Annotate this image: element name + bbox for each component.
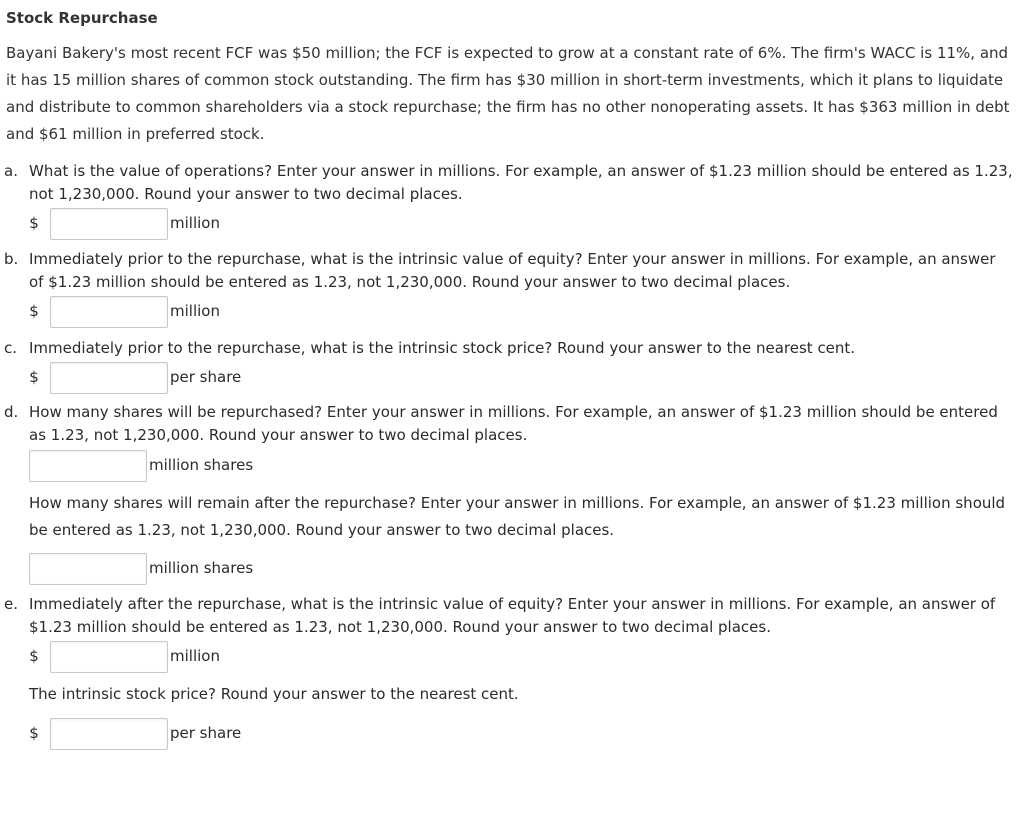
answer-c xyxy=(27,362,287,392)
answer-b-unit: million xyxy=(170,302,220,320)
answer-a-unit: million xyxy=(170,214,220,232)
question-d-followup: How many shares will remain after the repurchase? Enter your answer in millions. For example, an answer of $1.23 million should be entered as 1.23, not 1,230,000. Round your answer to two decimal places. xyxy=(29,494,1006,539)
question-a-letter: a. xyxy=(4,162,18,180)
answer-b xyxy=(27,296,287,326)
answer-a-input[interactable] xyxy=(50,208,168,240)
answer-e-price xyxy=(27,718,287,748)
question-c-text: Immediately prior to the repurchase, what is the intrinsic stock price? Round your answer to the nearest cent. xyxy=(29,339,856,357)
answer-e-equity xyxy=(27,641,287,671)
answer-a xyxy=(27,208,287,238)
question-b-letter: b. xyxy=(4,250,19,268)
answer-d-repurchased xyxy=(29,450,289,480)
answer-d-repurchased-input[interactable] xyxy=(29,450,147,482)
answer-c-unit: per share xyxy=(170,368,242,386)
answer-e-equity-unit: million xyxy=(170,647,220,665)
answer-d-repurchased-unit: million shares xyxy=(149,456,254,474)
answer-a-dollar: $ xyxy=(29,214,39,232)
answer-c-input[interactable] xyxy=(50,362,168,394)
answer-d-remaining-input[interactable] xyxy=(29,553,147,585)
question-b xyxy=(4,248,1014,294)
question-e-letter: e. xyxy=(4,595,18,613)
answer-e-equity-dollar: $ xyxy=(29,647,39,665)
answer-e-price-unit: per share xyxy=(170,724,242,742)
question-e-followup: The intrinsic stock price? Round your answer to the nearest cent. xyxy=(29,685,519,703)
question-a xyxy=(4,160,1014,206)
question-b-text: Immediately prior to the repurchase, what is the intrinsic value of equity? Enter your answer in millions. For example, an answer of $1.23 million should be entered as 1.23, not 1,230,000. Round your answer to two decimal places. xyxy=(29,250,996,291)
question-e-text: Immediately after the repurchase, what is the intrinsic value of equity? Enter your answer in millions. For example, an answer of $1.23 million should be entered as 1.23, not 1,230,000. Round your answer to two decimal places. xyxy=(29,595,996,636)
question-a-text: What is the value of operations? Enter your answer in millions. For example, an answer of $1.23 million should be entered as 1.23, not 1,230,000. Round your answer to two decimal places. xyxy=(29,162,1013,203)
answer-e-price-input[interactable] xyxy=(50,718,168,750)
question-d-text: How many shares will be repurchased? Enter your answer in millions. For example, an answer of $1.23 million should be entered as 1.23, not 1,230,000. Round your answer to two decimal places. xyxy=(29,403,998,444)
question-e xyxy=(4,593,1014,639)
page-title: Stock Repurchase xyxy=(6,9,158,27)
question-d xyxy=(4,401,1014,447)
problem-statement: Bayani Bakery's most recent FCF was $50 million; the FCF is expected to grow at a constant rate of 6%. The firm's WACC is 11%, and it has 15 million shares of common stock outstanding. The firm has $30 million in short-term investments, which it plans to liquidate and distribute to common shareholders via a stock repurchase; the firm has no other nonoperating assets. It has $363 million in debt and $61 million in preferred stock. xyxy=(6,44,1010,143)
question-c xyxy=(4,337,1014,360)
question-d-letter: d. xyxy=(4,403,19,421)
answer-c-dollar: $ xyxy=(29,368,39,386)
answer-d-remaining xyxy=(29,553,289,583)
answer-e-price-dollar: $ xyxy=(29,724,39,742)
answer-e-equity-input[interactable] xyxy=(50,641,168,673)
question-c-letter: c. xyxy=(4,339,18,357)
answer-b-input[interactable] xyxy=(50,296,168,328)
answer-b-dollar: $ xyxy=(29,302,39,320)
answer-d-remaining-unit: million shares xyxy=(149,559,254,577)
